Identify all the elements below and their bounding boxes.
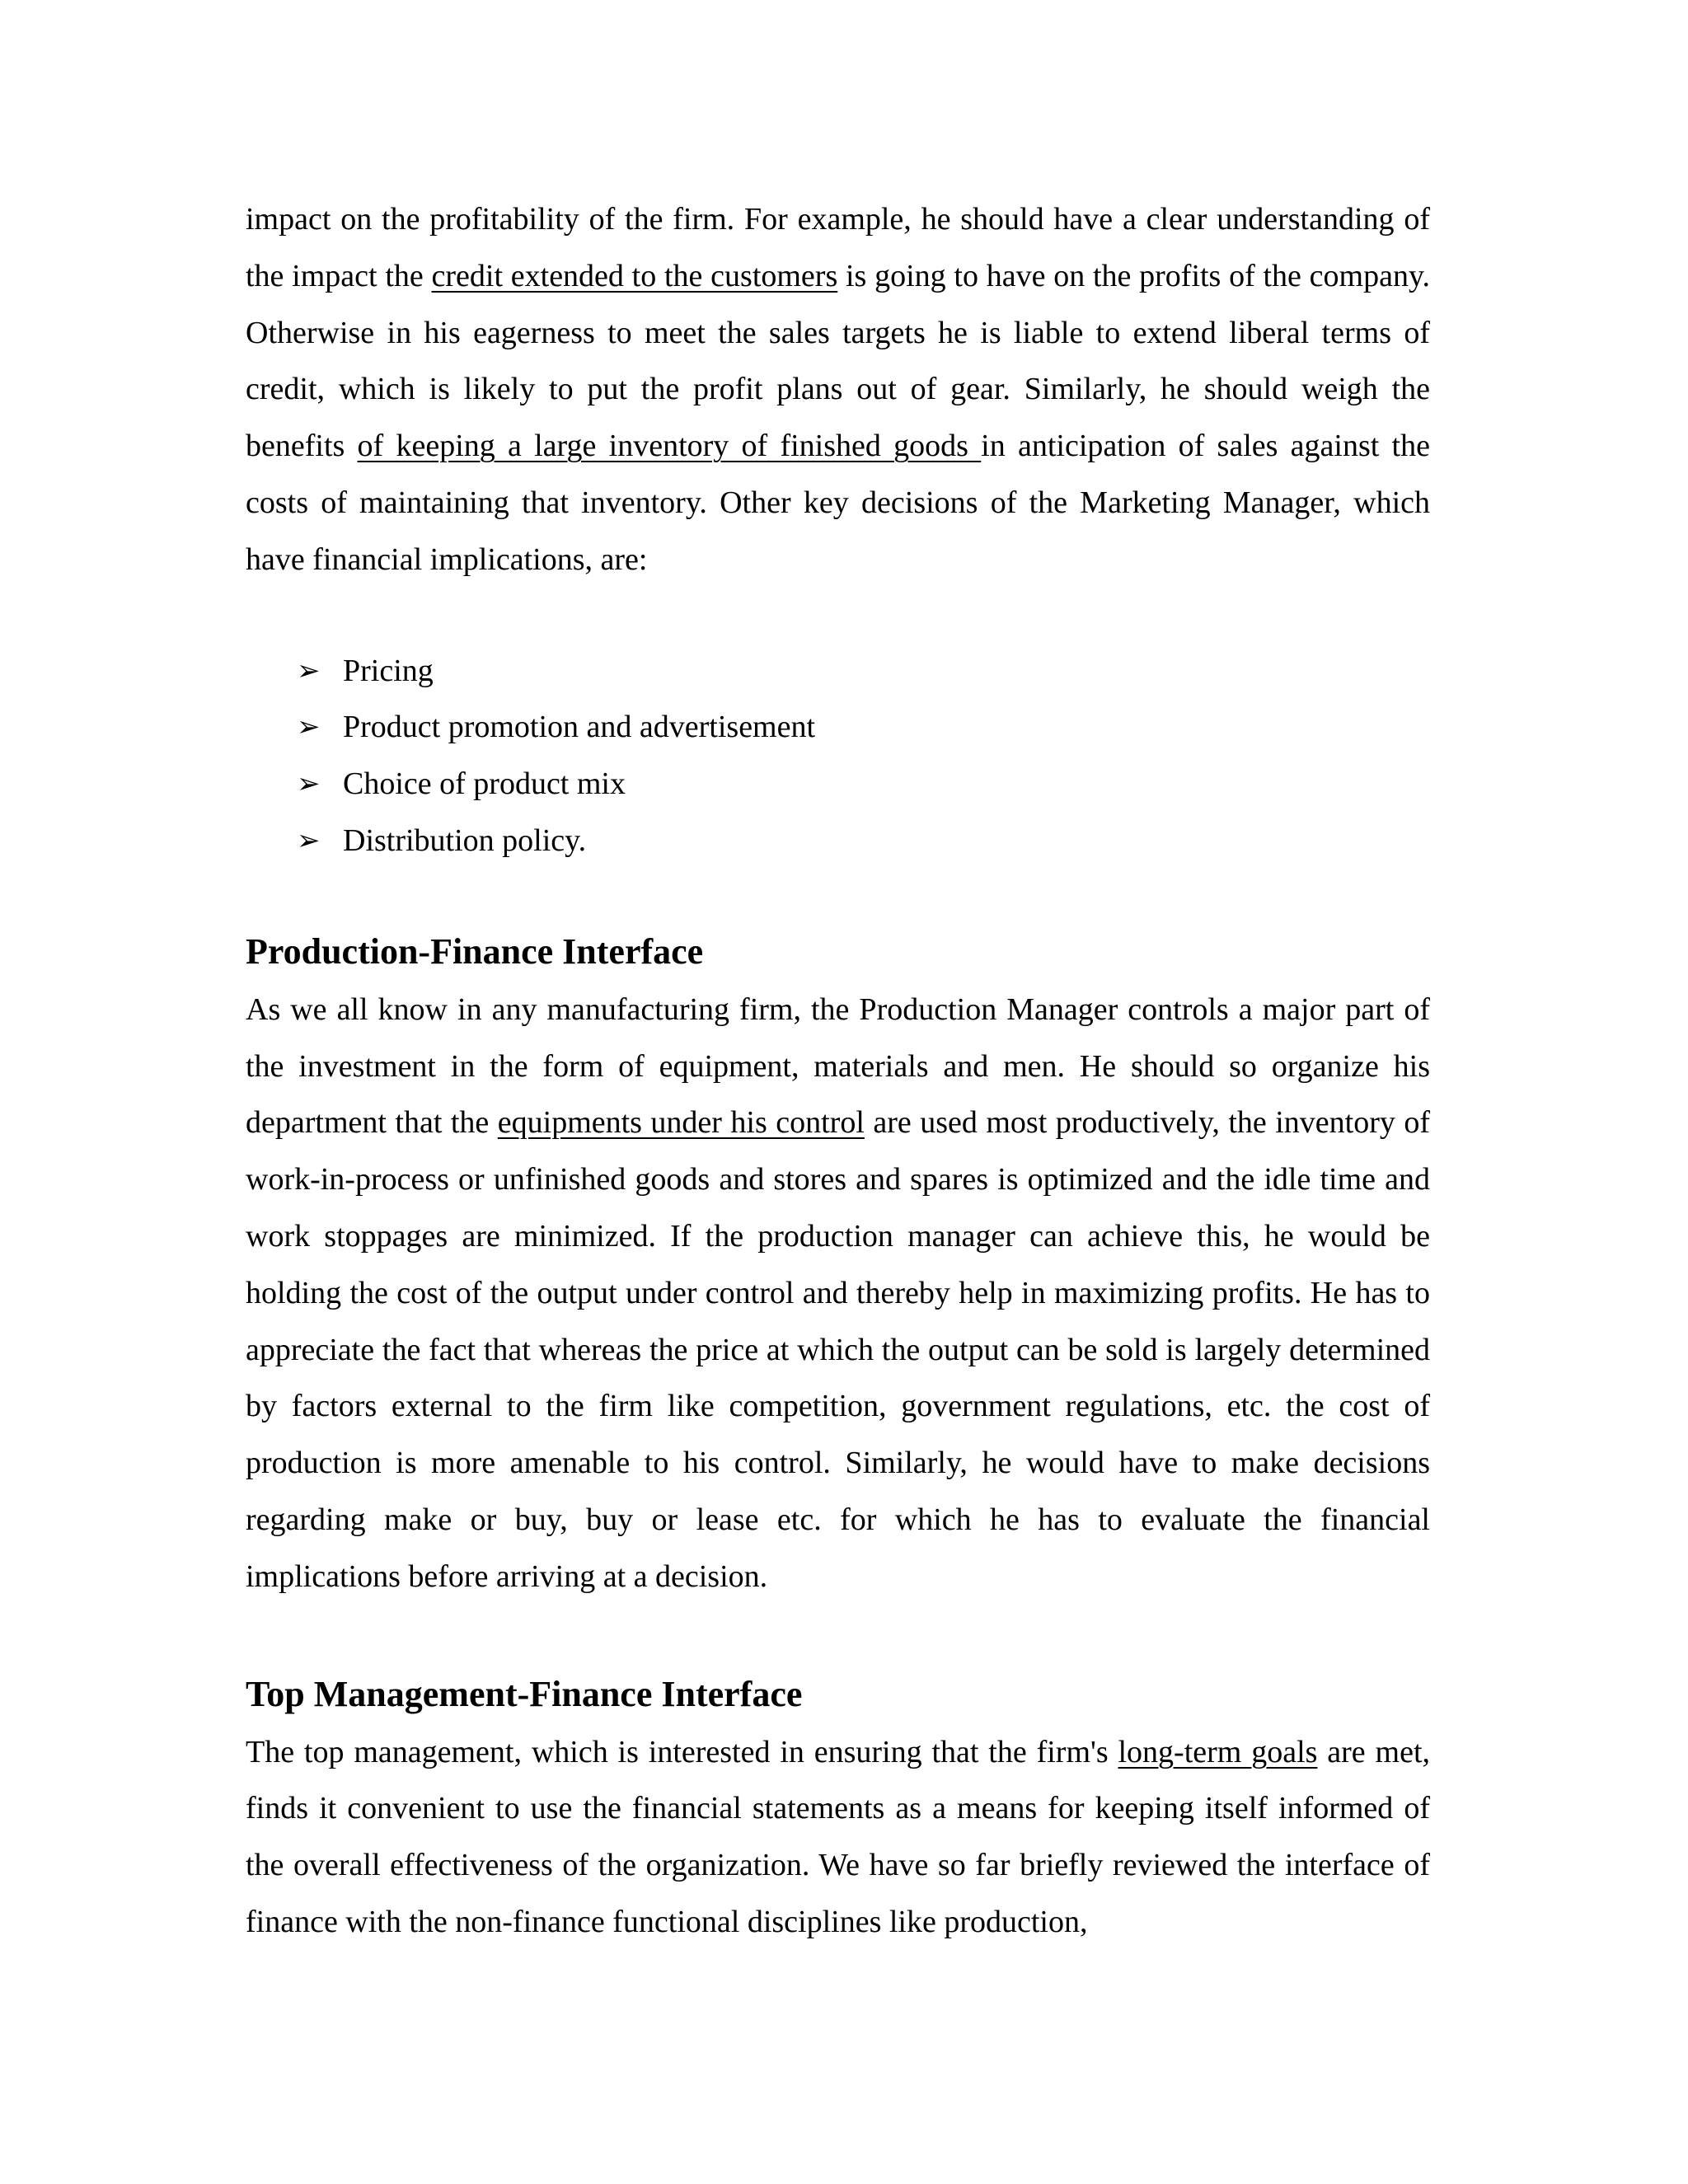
list-item-label: Product promotion and advertisement	[343, 710, 816, 745]
production-text-2: are used most productively, the inventory of work-in-process or unfinished goods and stores and spares is optimized and the idle time and work stoppages are minimized. If the production manager can achieve this, he would be holding the cost of the output under control and thereby help in maximizing profits. He has to appreciate the fact that whereas the price at which the output can be sold is largely determined by factors external to the firm like competition, government regulations, etc. the cost of production is more amenable to his control. Similarly, he would have to make decisions regarding make or buy, buy or lease etc. for which he has to evaluate the financial implications before arriving at a decision.	[246, 1105, 1430, 1594]
list-item	[246, 813, 1430, 869]
top-text-1: The top management, which is interested in ensuring that the firm's	[246, 1734, 1118, 1769]
intro-underline-inventory: of keeping a large inventory of finished goods	[357, 429, 982, 464]
top-underline-goals: long-term goals	[1118, 1734, 1318, 1769]
list-item-label: Distribution policy.	[343, 823, 587, 858]
production-text-1: As we all know in any manufacturing firm, the Production Manager controls a major part of the investment in the form of equipment, materials and men. He should so organize his department that the	[246, 991, 1430, 1141]
list-item-label: Choice of product mix	[343, 766, 626, 802]
arrow-bullet-icon: ➢	[297, 710, 321, 744]
intro-text-3: in anticipation of sales against the costs of maintaining that inventory. Other key decisions of the Marketing Manager, which have financial implications, are:	[246, 429, 1430, 577]
list-item-label: Pricing	[343, 653, 434, 688]
intro-underline-credit: credit extended to the customers	[431, 258, 838, 293]
top-management-paragraph	[246, 1724, 1430, 1951]
list-item	[246, 643, 1430, 700]
arrow-bullet-icon: ➢	[297, 654, 321, 687]
marketing-decisions-list	[246, 643, 1430, 869]
intro-text-1: impact on the profitability of the firm. For example, he should have a clear understanding of the impact the	[246, 202, 1430, 293]
production-finance-heading: Production-Finance Interface	[246, 930, 704, 972]
production-underline-equipments: equipments under his control	[497, 1105, 865, 1141]
top-management-heading: Top Management-Finance Interface	[246, 1673, 803, 1714]
arrow-bullet-icon: ➢	[297, 767, 321, 801]
list-item	[246, 699, 1430, 756]
intro-paragraph	[246, 191, 1430, 588]
production-paragraph	[246, 982, 1430, 1605]
list-item	[246, 756, 1430, 813]
arrow-bullet-icon: ➢	[297, 823, 321, 857]
top-text-2: are met, finds it convenient to use the financial statements as a means for keeping itself informed of the overall effectiveness of the organization. We have so far briefly reviewed the interface of finance with the non-finance functional disciplines like production,	[246, 1734, 1430, 1939]
intro-text-2: is going to have on the profits of the company. Otherwise in his eagerness to meet the sales targets he is liable to extend liberal terms of credit, which is likely to put the profit plans out of gear. Similarly, he should weigh the benefits	[246, 258, 1430, 464]
